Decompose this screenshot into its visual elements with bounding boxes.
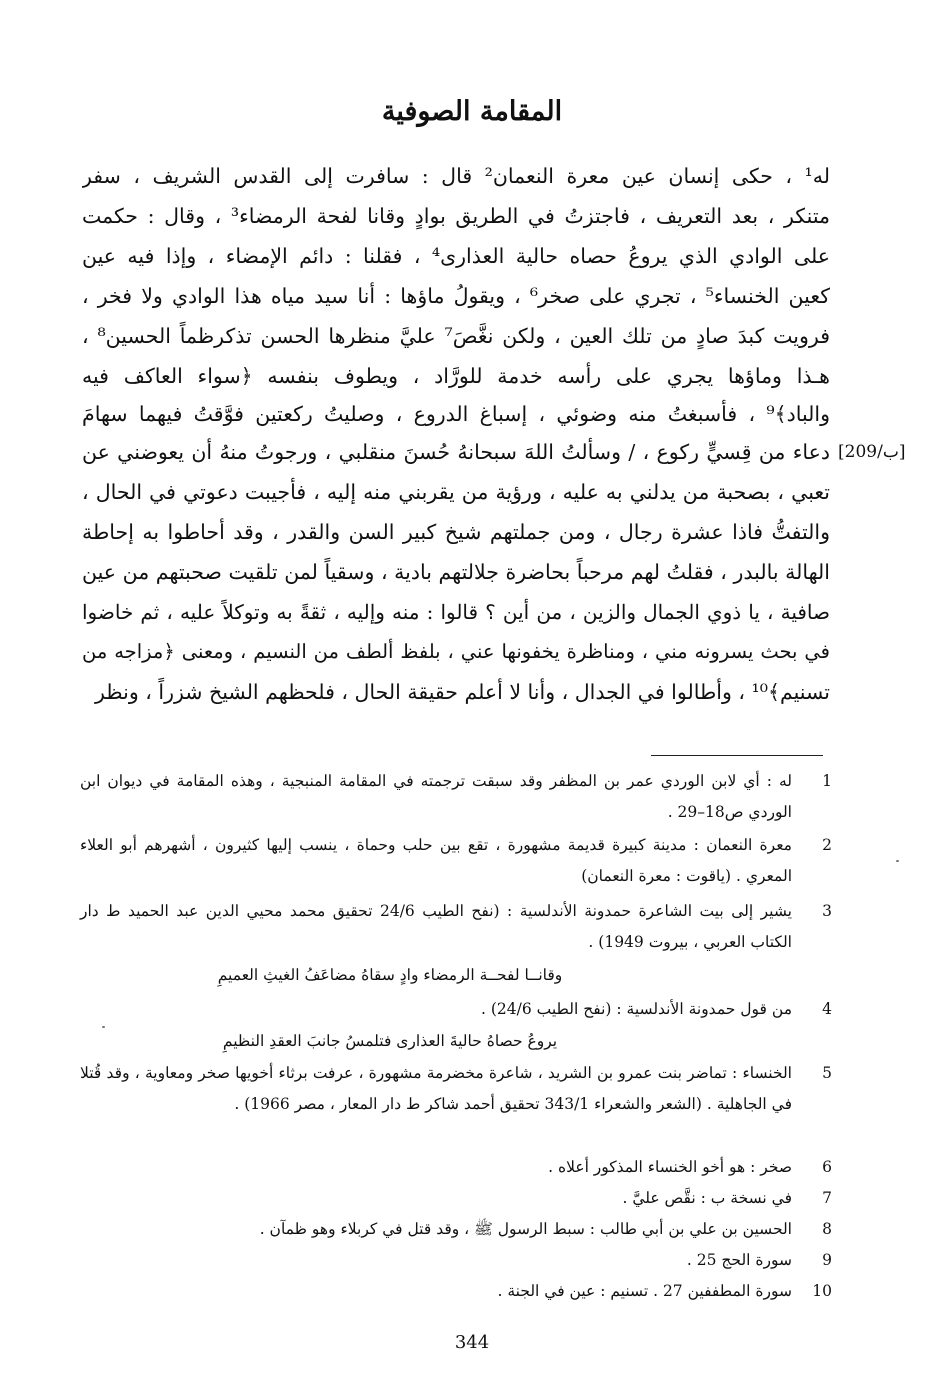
page-title: المقامة الصوفية xyxy=(381,96,563,127)
manuscript-folio-marker: [209/ب] xyxy=(838,442,906,462)
footnote-text: الخنساء : تماضر بنت عمرو بن الشريد ، شاعرة مخضرمة مشهورة ، عرفت برثاء أخويها صخر ومعاوية ، وقد قُتلا في الجاهلية . (الشعر والشعراء 343/1 تحقيق أحمد شاكر ط دار المعار ، مصر 1966) . xyxy=(80,1064,792,1113)
footnote-4 xyxy=(80,994,832,1025)
footnote-1 xyxy=(80,766,832,828)
body-line: هـذا وماؤها يجري على رأسه خدمة للورَّاد ، ويطوف بنفسه ﴿سواء العاكف فيه xyxy=(82,364,830,388)
page-number: 344 xyxy=(454,1332,490,1353)
body-line: على الوادي الذي يروعُ حصاه حالية العذارى⁴ ، فقلنا : دائم الإمضاء ، وإذا فيه عين xyxy=(82,244,830,268)
footnote-3 xyxy=(80,896,832,958)
footnote-7 xyxy=(80,1183,832,1214)
footnote-text: الحسين بن علي بن أبي طالب : سبط الرسول ﷺ ، وقد قتل في كربلاء وهو ظمآن . xyxy=(259,1220,792,1238)
footnote-5 xyxy=(80,1058,832,1120)
footnote-9 xyxy=(80,1245,832,1276)
footnote-text: سورة المطففين 27 . تسنيم : عين في الجنة . xyxy=(497,1282,792,1300)
body-line: له¹ ، حكى إنسان عين معرة النعمان² قال : سافرت إلى القدس الشريف ، سفر xyxy=(82,164,830,188)
body-line: الهالة بالبدر ، فقلتُ لهم مرحباً بحاضرة جلالتهم بادية ، وسقياً لمن تلقيت صحبتهم من عين xyxy=(82,560,830,584)
footnote-number: 7 xyxy=(822,1189,832,1207)
footnote-text: سورة الحج 25 . xyxy=(686,1251,792,1269)
footnote-8 xyxy=(80,1214,832,1245)
footnote-number: 8 xyxy=(822,1220,832,1238)
footnote-number: 4 xyxy=(822,1000,832,1018)
footnote-text: صخر : هو أخو الخنساء المذكور أعلاه . xyxy=(548,1158,792,1176)
footnote-text: في نسخة ب : نقَّص عليَّ . xyxy=(622,1189,792,1207)
footnote-number: 10 xyxy=(812,1282,832,1300)
body-line: دعاء من قِسيٍّ ركوع ، / وسألتُ اللهَ سبحانهُ حُسنَ منقلبي ، ورجوتُ منهُ أن يعوضني عن xyxy=(82,440,830,464)
verse-line: يروعُ حصاهُ حاليةَ العذارى فتلمسُ جانبَ العقدِ النظيمِ xyxy=(222,1032,558,1050)
body-line: والتفتُّ فاذا عشرة رجال ، ومن جملتهم شيخ كبير السن والقدر ، وقد أحاطوا به إحاطة xyxy=(82,520,830,544)
body-line: فرويت كبدَ صادٍ من تلك العين ، ولكن نغَّصَ⁷ عليَّ منظرها الحسن تذكرظماً الحسين⁸ ، xyxy=(82,324,830,348)
body-line: كعين الخنساء⁵ ، تجري على صخر⁶ ، ويقولُ ماؤها : أنا سيد مياه هذا الوادي ولا فخر ، xyxy=(82,284,830,308)
footnote-2 xyxy=(80,830,832,892)
body-line: متنكر ، بعد التعريف ، فاجتزتُ في الطريق بوادٍ وقانا لفحة الرمضاء³ ، وقال : حكمت xyxy=(82,204,830,228)
scan-speck xyxy=(102,1026,105,1028)
footnote-text: من قول حمدونة الأندلسية : (نفح الطيب 24/6) . xyxy=(481,1000,792,1018)
footnote-number: 9 xyxy=(822,1251,832,1269)
footnote-number: 6 xyxy=(822,1158,832,1176)
footnote-6 xyxy=(80,1152,832,1183)
verse-line: وقانــا لفحــة الرمضاء وادٍ سقاهُ مضاعَفُ الغيثِ العميمِ xyxy=(217,966,563,984)
footnote-number: 1 xyxy=(822,772,832,790)
footnote-10 xyxy=(80,1276,832,1307)
footnote-number: 2 xyxy=(822,836,832,854)
body-line: تعبي ، بصحبة من يدلني به عليه ، ورؤية من يقربني منه إليه ، فأجيبت دعوتي في الحال ، xyxy=(82,480,830,504)
body-line: والباد﴾⁹ ، فأسبغتُ منه وضوئي ، إسباغ الدروع ، وصليتُ ركعتين فوَّقتُ فيهما سهامَ xyxy=(82,402,830,426)
footnote-text: له : أي لابن الوردي عمر بن المظفر وقد سبقت ترجمته في المقامة المنبجية ، وهذه المقامة في ديوان ابن الوردي ص18–29 . xyxy=(80,772,792,821)
footnote-separator xyxy=(651,755,823,756)
scan-speck xyxy=(896,860,899,862)
body-line: تسنيم﴾¹⁰ ، وأطالوا في الجدال ، وأنا لا أعلم حقيقة الحال ، فلحظهم الشيخ شزراً ، ونظر xyxy=(95,680,830,704)
body-line: في بحث يسرونه مني ، ومناظرة يخفونها عني ، بلفظ ألطف من النسيم ، ومعنى ﴿مزاجه من xyxy=(82,640,830,663)
footnote-number: 5 xyxy=(822,1064,832,1082)
footnote-number: 3 xyxy=(822,902,832,920)
footnote-text: معرة النعمان : مدينة كبيرة قديمة مشهورة ، تقع بين حلب وحماة ، ينسب إليها كثيرون ، أشهرهم أبو العلاء المعري . (ياقوت : معرة النعمان) xyxy=(80,836,792,885)
body-line: صافية ، يا ذوي الجمال والزين ، من أين ؟ قالوا : منه وإليه ، ثقةً به وتوكلاً عليه ، ثم خاضوا xyxy=(82,600,830,624)
footnote-text: يشير إلى بيت الشاعرة حمدونة الأندلسية : (نفح الطيب 24/6 تحقيق محمد محيي الدين عبد الحميد ط دار الكتاب العربي ، بيروت 1949) . xyxy=(80,902,792,951)
